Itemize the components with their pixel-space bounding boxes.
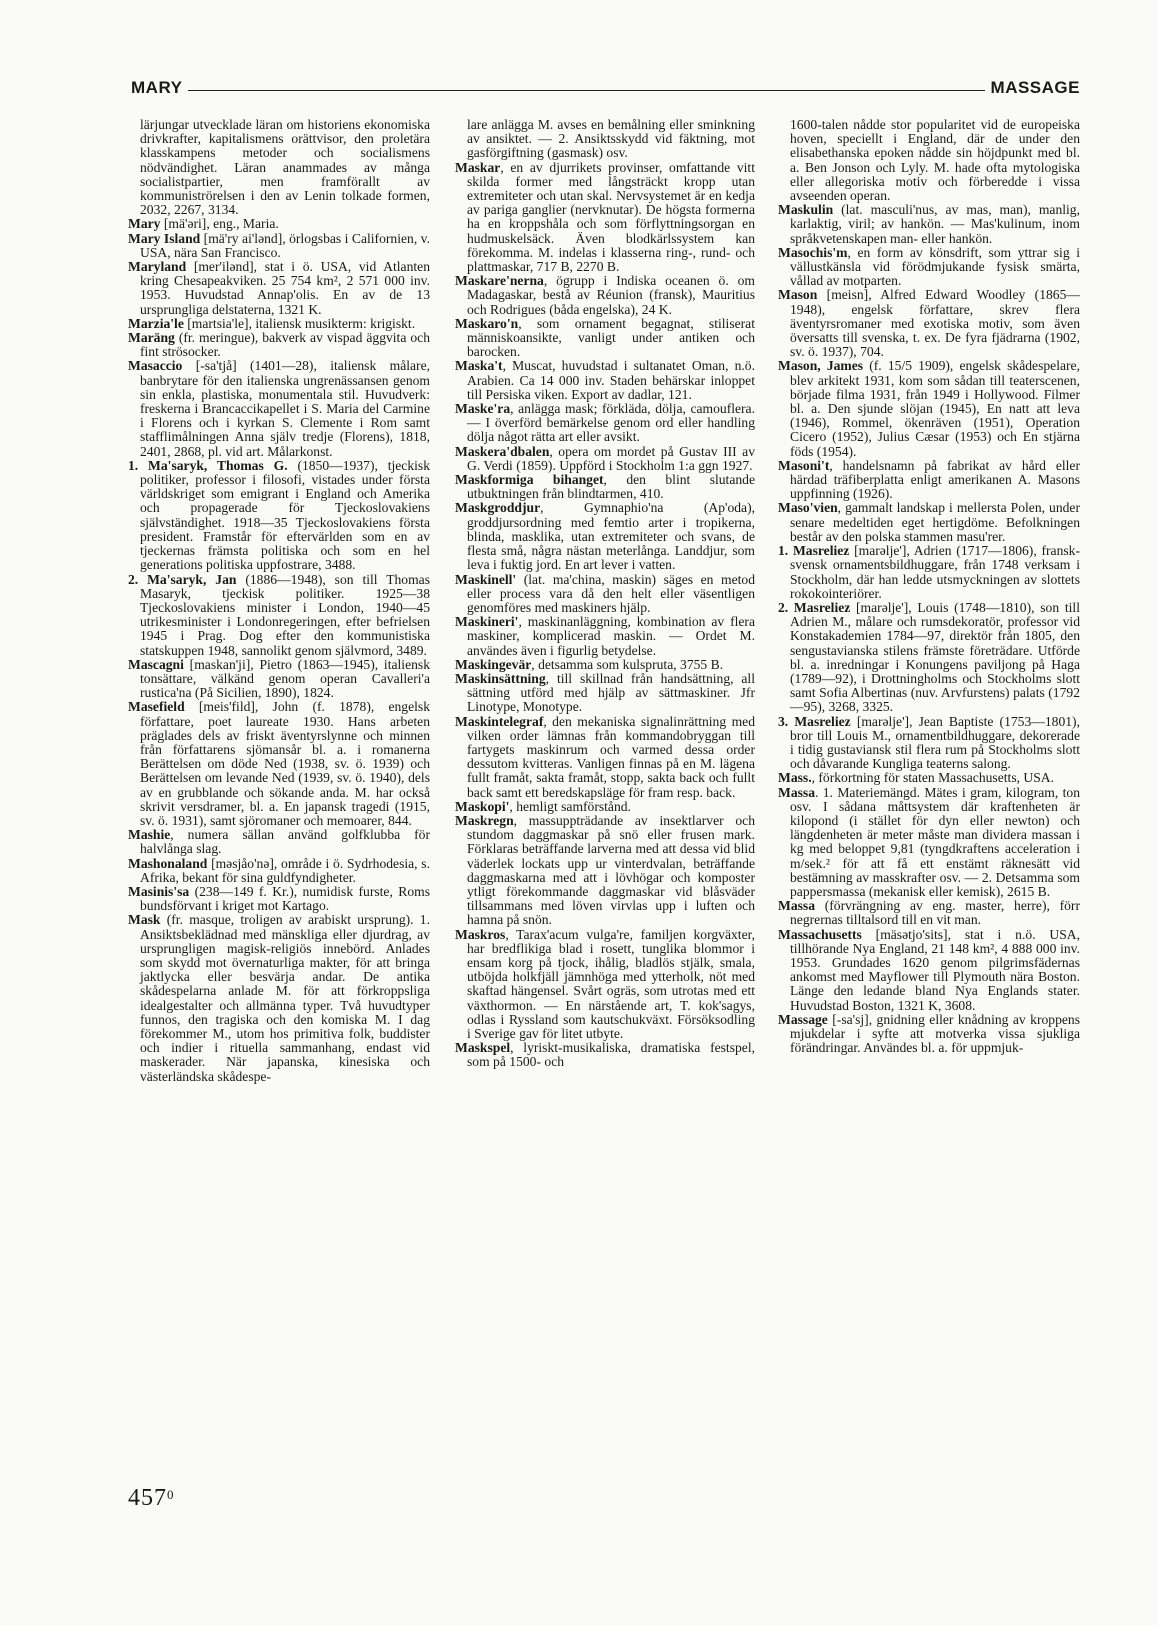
entry-headword: Maske'ra (455, 401, 511, 417)
entry-text: , opera om mordet på Gustav III av G. Verdi (1859). Uppförd i Stockholm 1:a ggn 1927. (467, 443, 755, 473)
entry-text: , Gymnaphio'na (Ap'oda), groddjursordning med femtio arter i tropikerna, blinda, masklika, utan extremiteter och svans, de flesta små, några nästan meterlånga. Landdjur, som leva i fuktig jord. En art lever i vatten. (467, 500, 755, 573)
entry-headword: Masoni't (778, 457, 830, 473)
entry-text: (lat. masculi'nus, av mas, man), manlig, karlaktig, viril; av hankön. — Mas'kulinum, inom språkvetenskapen man- eller hankön. (790, 202, 1080, 246)
entry-text: , en form av könsdrift, som yttrar sig i vällustkänsla vid förödmjukande fysisk smärta, vållad av motparten. (790, 244, 1080, 289)
entry-headword: Maskros (455, 926, 506, 942)
entry-headword: Maska't (455, 358, 503, 374)
entry (455, 445, 755, 473)
entry-text: (lat. ma'china, maskin) säges en metod eller process vara då den helt eller väsentligen genomföres med maskiners hjälp. (467, 571, 755, 615)
entry (778, 459, 1080, 502)
page-number-suffix: 0 (167, 1487, 175, 1502)
page-number-main: 457 (128, 1485, 167, 1511)
entry-text: [-sa'tjå] (1401—28), italiensk målare, banbrytare för den italienska ungrenässansen genom sin enkla, plastiska, monumentala stil. Huvudverk: freskerna i Brancaccikapellet i S. Maria del Carmine i Florens och i kyrkan S. Clemente i Rom samt stafflimålningen Anna själv tredje (Florens), 1818, 2401, 2868, pl. vid art. Målarkonst. (140, 358, 430, 459)
entry-headword: Mason (778, 287, 818, 303)
entry-headword: Mason, James (778, 358, 864, 374)
entry-text: , den mekaniska signalinrättning med vilken order lämnas från kommandobryggan till fartygets maskinrum och varmed dessa order dessutom kvitteras. Vanligen finnas på en M. lägena fullt framåt, sakta framåt, stopp, sakta back och fullt back samt ett beredskapsläge för fram resp. back. (467, 713, 755, 800)
page-number (128, 1485, 175, 1512)
entry-text: , maskinanläggning, kombination av flera maskiner, komplicerad maskin. — Ordet M. användes även i figurlig betydelse. (467, 614, 755, 658)
entry-text: , till skillnad från handsättning, all sättning utförd med hjälp av sättmaskiner. Jfr Linotype, Monotype. (467, 670, 755, 715)
entry-text: [mäsətjo'sits], stat i n.ö. USA, tillhörande Nya England, 21 148 km², 4 888 000 inv. 1953. Grundades 1620 genom pilgrimsfädernas ankomst med Mayflower till Plymouth nära Boston. Länge den ledande bland Nya Englands stater. Huvudstad Boston, 1321 K, 3608. (790, 926, 1080, 1013)
column-1 (128, 118, 430, 1084)
entry-text: [martsia'le], italiensk musikterm: krigiskt. (183, 315, 416, 331)
entry-headword: Masochis'm (778, 244, 848, 260)
entry-headword: Maskaro'n (455, 315, 519, 331)
entry-headword: Mary Island (128, 230, 201, 246)
header-rule (131, 90, 1080, 91)
entry-text: , hemligt samförstånd. (509, 798, 631, 814)
entry (455, 672, 755, 715)
entry (455, 473, 755, 501)
entry-headword: 2. Ma'saryk, Jan (128, 571, 237, 587)
entry-headword: Mascagni (128, 656, 184, 672)
entry (128, 573, 430, 658)
entry (778, 203, 1080, 246)
entry-text: [marəlje'], Adrien (1717—1806), fransk-svensk ornamentsbildhuggare, från 1748 verksam i Stockholm, där han ledde utsmyckningen av slottets rokokointeriörer. (790, 543, 1080, 601)
entry-headword: Maskopi' (455, 798, 510, 814)
entry-headword: Maskinsättning (455, 670, 546, 686)
entry-text: , den blint slutande utbuktningen från blindtarmen, 410. (467, 472, 755, 502)
entry (128, 913, 430, 1083)
entry (128, 359, 430, 458)
entry-text: , detsamma som kulspruta, 3755 B. (531, 656, 724, 672)
column-3 (778, 118, 1080, 1055)
entry (455, 800, 755, 814)
entry (128, 658, 430, 701)
entry (455, 317, 755, 360)
entry-headword: Massa (778, 784, 816, 800)
entry-headword: Maskare'nerna (455, 273, 544, 289)
entry (128, 857, 430, 885)
entry-headword: Maskgroddjur (455, 500, 541, 516)
entry-text: (f. 15/5 1909), engelsk skådespelare, blev arkitekt 1931, kom som sådan till teaterscenen, började filma 1931, från 1949 i Hollywood. Filmer bl. a. Den sjunde slöjan (1945), En natt att leva (1946), Rommel, ökenräven (1951), Operation Cicero (1952), Julius Cæsar (1953) och En stjärna föds (1954). (790, 358, 1080, 459)
entry-headword: Maskineri' (455, 614, 519, 630)
entry-headword: Maskera'dbalen (455, 443, 550, 459)
entry-text: (238—149 f. Kr.), numidisk furste, Roms bundsförvant i kriget mot Kartago. (140, 883, 430, 914)
entry (778, 715, 1080, 772)
entry-text: , anlägga mask; förkläda, dölja, camouflera. — I överförd bemärkelse genom ord eller handling dölja något rätta art eller avsikt. (467, 401, 755, 445)
entry (778, 359, 1080, 458)
entry-headword: Massage (778, 1011, 828, 1027)
entry-text: [marəlje'], Jean Baptiste (1753—1801), bror till Louis M., ornamentbildhuggare, dekorerade i tidig gustaviansk stil flera rum på Stockholms slott och dåvarande Kungliga teaterns salong. (790, 713, 1080, 772)
entry-headword: Masefield (128, 699, 185, 715)
entry (128, 317, 430, 331)
entry (778, 601, 1080, 715)
entry (455, 274, 755, 317)
entry (778, 118, 1080, 203)
entry-text: . 1. Materiemängd. Mätes i gram, kilogram, ton osv. I sådana måttsystem där kraftenheten är kilopond (i stället för dyn eller newton) och längdenheten är meter måste man dividera massan i kg med beloppet 9,81 (tyngdkraftens acceleration i m/sek.² för att få ett enstämt räknesätt vid bestämning av masskrafter osv. — 2. Detsamma som pappersmassa (mekanisk eller kemisk), 2615 B. (790, 784, 1080, 899)
entry-text: , ögrupp i Indiska oceanen ö. om Madagaskar, bestå av Réunion (fransk), Mauritius och Rodrigues (båda engelska), 24 K. (467, 273, 755, 317)
entry (778, 786, 1080, 900)
entry-text: [mä'əri], eng., Maria. (160, 216, 279, 232)
entry-text: 1600-talen nådde stor popularitet vid de europeiska hoven, speciellt i England, där de under den elisabethanska epoken nådde sin höjdpunkt med bl. a. Ben Jonson och Lyly. M. hade ofta mytologiska eller allegoriska motiv och förberedde i vissa avseenden operan. (790, 117, 1080, 204)
entry (455, 161, 755, 275)
entry (455, 1041, 755, 1069)
entry-headword: Maskformiga bihanget (455, 472, 604, 488)
entry-headword: Mask (128, 912, 161, 928)
entry (128, 459, 430, 573)
entry-text: [mer'ilənd], stat i ö. USA, vid Atlanten kring Chesapeakviken. 25 754 km², 2 571 000 inv. 1953. Huvudstad Annap'olis. En av de 13 ursprungliga delstaterna, 1321 K. (140, 259, 430, 317)
entry-headword: Masaccio (128, 358, 183, 374)
entry-headword: Maskinell' (455, 571, 517, 587)
entry (778, 501, 1080, 544)
entry-text: lare anlägga M. avses en bemålning eller sminkning av ansiktet. — 2. Ansiktsskydd vid fäktning, mot gasförgiftning (gasmask) osv. (467, 117, 755, 161)
entry-text: [meis'fild], John (f. 1878), engelsk författare, poet laureate 1930. Hans arbeten präglades dels av friskt äventyrslynne och minnen från författarens sjömansår bl. a. i romanerna Berättelsen om döde Ned (1938, sv. ö. 1939) och Berättelsen om levande Ned (1939, sv. ö. 1940), dels av en grubblande och sökande anda. M. har också skrivit versdramer, bl. a. En japansk tragedi (1915, sv. ö. 1931), samt sjöromaner och memoarer, 844. (140, 699, 430, 828)
entry-text: [mä'ry ai'lənd], örlogsbas i Californien, v. USA, nära San Francisco. (140, 230, 430, 260)
entry-text: (förvrängning av eng. master, herre), förr negrernas tilltalsord till en vit man. (790, 898, 1080, 928)
entry-headword: Maskulin (778, 202, 834, 218)
entry-headword: Maskingevär (455, 656, 532, 672)
entry-text: , lyriskt-musikaliska, dramatiska festspel, som på 1500- och (467, 1040, 755, 1070)
entry-text: lärjungar utvecklade läran om historiens ekonomiska drivkrafter, kapitalismens orättvisor, den proletära klasskampens metoder och socialismens nödvändighet. Läran anammades av många socialistpartier, men framförallt av kommuniströrelsen i den av Lenin tolkade formen, 2032, 2267, 3134. (140, 117, 430, 218)
entry-headword: Mashie (128, 827, 171, 843)
entry-text: [maskan'ji], Pietro (1863—1945), italiensk tonsättare, välkänd genom operan Cavalleri'a rustica'na (På Sicilien, 1890), 1824. (140, 656, 430, 701)
entry-headword: Mary (128, 216, 161, 232)
entry-text: , massuppträdande av insektlarver och stundom daggmaskar på snö eller frusen mark. Förklaras beträffande larverna med att dessa vid blid väderlek lockats upp ur vinterdvalan, beträffande daggmaskarna med att i lövhögar och komposter ytligt förekommande daggmaskar vid blåsväder tillsammans med löven virvlas upp i luften och hamna på snön. (467, 812, 755, 928)
entry-headword: Massa (778, 898, 816, 914)
entry (128, 260, 430, 317)
entry (128, 217, 430, 231)
entry (128, 232, 430, 260)
header-left-word: MARY (131, 78, 188, 98)
entry (778, 899, 1080, 927)
page-header (131, 78, 1080, 102)
entry (778, 544, 1080, 601)
entry (778, 771, 1080, 785)
entry-headword: Maskar (455, 159, 501, 175)
entry-text: (fr. masque, troligen av arabiskt ursprung). 1. Ansiktsbeklädnad med mänskliga eller djurdrag, av ursprungligen magisk-religiös innebörd. Anlades som skydd mot övernaturliga makter, för att bringa jaktlycka eller besvärja andar. De antika skådespelarna anlade M. för att förkroppsliga idealgestalter och allmänna typer. Två huvudtyper funnos, den tragiska och den komiska M. I dag förekommer M., utom hos primitiva folk, buddister och indier i rituella sammanhang, endast vid maskerader. När japanska, kinesiska och västerländska skådespe- (140, 912, 430, 1084)
entry (455, 615, 755, 658)
entry-headword: Maso'vien (778, 500, 838, 516)
entry-headword: Maskintelegraf (455, 713, 544, 729)
entry-headword: Maräng (128, 330, 175, 346)
entry (455, 715, 755, 800)
entry-text: , Tarax'acum vulga're, familjen korgväxter, har bredflikiga blad i rosett, tunglika blommor i ensam korg på tjock, ihålig, bladlös stjälk, smala, utböjda holkfjäll jämnhöga med ytterholk, nöt med skaftad hängensel. Svårt ogräs, som utrotas med ett växthormon. — En närstående art, T. kok'sagys, odlas i Ryssland som kautschukväxt. Försöksodling i Sverige gav för litet utbyte. (467, 926, 755, 1041)
entry-text: , en av djurrikets provinser, omfattande vitt skilda former med långsträckt kropp utan extremiteter och utan skal. Nervsystemet är en kedja av pariga ganglier (nervknutar). De högsta formerna ha en kroppshåla och som förflyttningsorgan en hudmuskelsäck. Även blodkärlssystem kan förekomma. M. indelas i klasserna ring-, rund- och plattmaskar, 717 B, 2270 B. (467, 159, 755, 275)
entry-text: [marəlje'], Louis (1748—1810), son till Adrien M., målare och rumsdekoratör, professor vid Konstakademien 1784—97, direktör från 1805, den sengustavianska stilens främste företrädare. Utförde bl. a. inredningar i Konungens paviljong på Haga (1789—92), i Drottningholms och Stockholms slott samt Sofia Albertinas (nuv. Arvfurstens) palats (1792—95), 3268, 3325. (790, 599, 1080, 715)
entry-headword: Mass. (778, 770, 812, 786)
entry (455, 118, 755, 161)
entry (455, 814, 755, 928)
entry-headword: Massachusetts (778, 926, 862, 942)
entry-headword: 1. Ma'saryk, Thomas G. (128, 457, 288, 473)
entry (128, 118, 430, 217)
entry (455, 573, 755, 616)
entry-text: , handelsnamn på fabrikat av hård eller härdad träfiberplatta enligt amerikanen A. Masons uppfinning (1926). (790, 457, 1080, 502)
entry (778, 928, 1080, 1013)
entry-text: (1850—1937), tjeckisk politiker, professor i filosofi, vistades under första världskriget som emigrant i England och Amerika och propagerade för Tjeckoslovakiens självständighet. 1918—35 Tjeckoslovakiens första president. Framstår för eftervärlden som en av tjeckernas främsta politiska och som en hel generations politiska uppfostrare, 3488. (140, 457, 430, 573)
entry-headword: 3. Masreliez (778, 713, 851, 729)
entry (778, 246, 1080, 289)
header-right-word: MASSAGE (985, 78, 1080, 98)
entry-headword: Marzia'le (128, 315, 184, 331)
entry-text: [-sa'sj], gnidning eller knådning av kroppens mjukdelar i syfte att motverka vissa sjukliga förändringar. Användes bl. a. för uppmjuk- (790, 1011, 1080, 1056)
entry-text: , som ornament begagnat, stiliserat människoansikte, vanligt under antiken och barocken. (467, 315, 755, 360)
entry (455, 501, 755, 572)
entry-headword: Maryland (128, 259, 187, 275)
entry-headword: Mashonaland (128, 855, 208, 871)
entry-text: , Muscat, huvudstad i sultanatet Oman, n.ö. Arabien. Ca 14 000 inv. Staden behärskar inloppet till Persiska viken. Export av dadlar, 121. (467, 358, 755, 402)
entry-headword: 1. Masreliez (778, 543, 850, 559)
entry (455, 928, 755, 1042)
entry (455, 658, 755, 672)
entry-headword: Maskspel (455, 1040, 511, 1056)
entry (455, 402, 755, 445)
entry-text: [məsjåo'nə], område i ö. Sydrhodesia, s. Afrika, bekant för sina guldfyndigheter. (140, 855, 430, 885)
entry-text: [meisn], Alfred Edward Woodley (1865—1948), engelsk författare, skrev flera äventyrsromaner med exotiska motiv, som även översatts till svenska, t. ex. De fyra fjädrarna (1902, sv. ö. 1937), 704. (790, 287, 1080, 360)
entry (778, 288, 1080, 359)
entry-text: (1886—1948), son till Thomas Masaryk, tjeckisk politiker. 1925—38 Tjeckoslovakiens minister i London, 1940—45 utrikesminister i Londonregeringen, efter befrielsen 1945 i Prag. Dog efter den kommunistiska statskuppen 1948, sannolikt genom självmord, 3489. (140, 571, 430, 658)
entry (455, 359, 755, 402)
entry-text: , numera sällan använd golfklubba för halvlånga slag. (140, 827, 430, 857)
entry-text: , förkortning för staten Massachusetts, USA. (811, 770, 1054, 786)
entry (128, 700, 430, 828)
entry-headword: Masinis'sa (128, 883, 190, 899)
entry-headword: Maskregn (455, 812, 514, 828)
column-2 (455, 118, 755, 1070)
entry (778, 1013, 1080, 1056)
entry-text: (fr. meringue), bakverk av vispad äggvita och fint strösocker. (140, 330, 430, 360)
entry (128, 885, 430, 913)
entry (128, 828, 430, 856)
entry (128, 331, 430, 359)
entry-headword: 2. Masreliez (778, 599, 851, 615)
entry-text: , gammalt landskap i mellersta Polen, under senare medeltiden eget hertigdöme. Befolkningen består av den polska stammen masu'rer. (790, 500, 1080, 544)
